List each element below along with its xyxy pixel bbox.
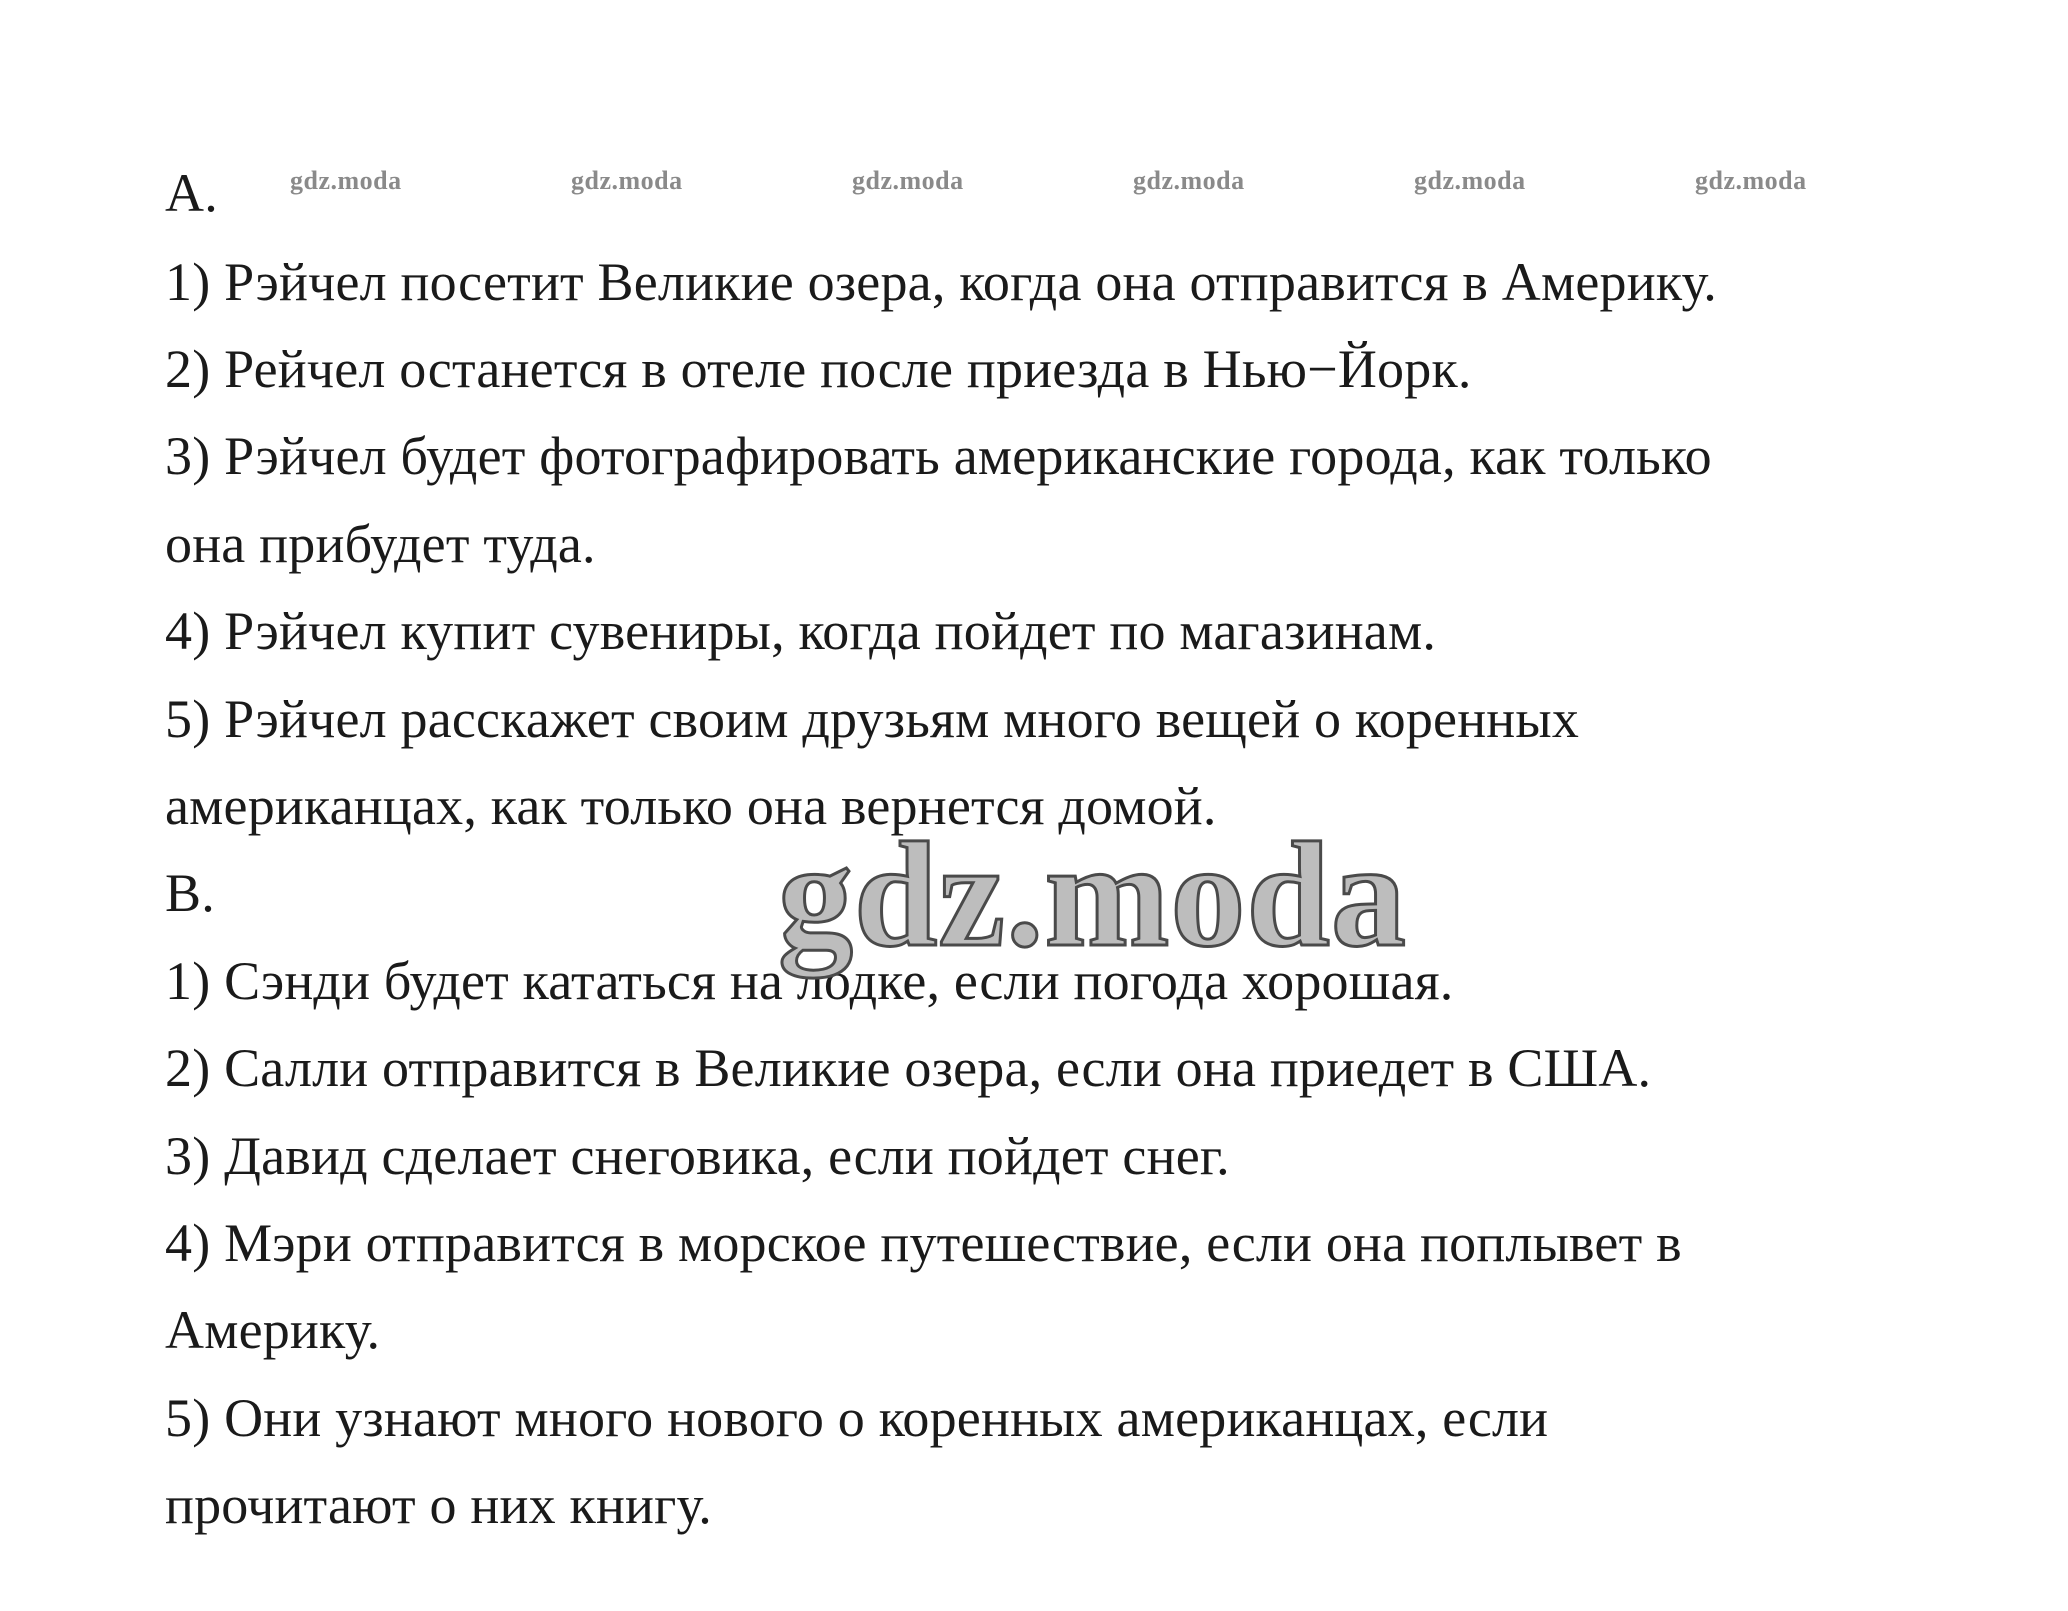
section-b-heading: B.: [165, 863, 215, 923]
section-b-line: 3) Давид сделает снеговика, если пойдет снег.: [165, 1126, 1230, 1186]
watermark-large: gdz.moda: [778, 812, 1407, 978]
watermark-small: gdz.moda: [1695, 166, 1807, 195]
watermark-small: gdz.moda: [571, 166, 683, 195]
watermark-small: gdz.moda: [290, 166, 402, 195]
section-a-line: она прибудет туда.: [165, 514, 596, 574]
section-a-line: 1) Рэйчел посетит Великие озера, когда она отправится в Америку.: [165, 252, 1718, 312]
watermark-small: gdz.moda: [852, 166, 964, 195]
watermark-small: gdz.moda: [1133, 166, 1245, 195]
section-a-line: 4) Рэйчел купит сувениры, когда пойдет по магазинам.: [165, 601, 1437, 661]
section-b-line: прочитают о них книгу.: [165, 1475, 712, 1535]
section-a-line: 3) Рэйчел будет фотографировать американские города, как только: [165, 426, 1712, 486]
section-a-line: 2) Рейчел останется в отеле после приезда в Нью−Йорк.: [165, 339, 1472, 399]
section-b-line: 4) Мэри отправится в морское путешествие, если она поплывет в: [165, 1213, 1682, 1273]
section-a-line: 5) Рэйчел расскажет своим друзьям много вещей о коренных: [165, 689, 1580, 749]
section-b-line: Америку.: [165, 1300, 381, 1360]
section-a-heading: A.: [165, 163, 218, 223]
section-b-line: 1) Сэнди будет кататься на лодке, если погода хорошая.: [165, 951, 1454, 1011]
section-b-line: 5) Они узнают много нового о коренных американцах, если: [165, 1388, 1549, 1448]
watermark-small: gdz.moda: [1414, 166, 1526, 195]
section-b-line: 2) Салли отправится в Великие озера, если она приедет в США.: [165, 1038, 1652, 1098]
section-a-line: американцах, как только она вернется домой.: [165, 776, 1217, 836]
